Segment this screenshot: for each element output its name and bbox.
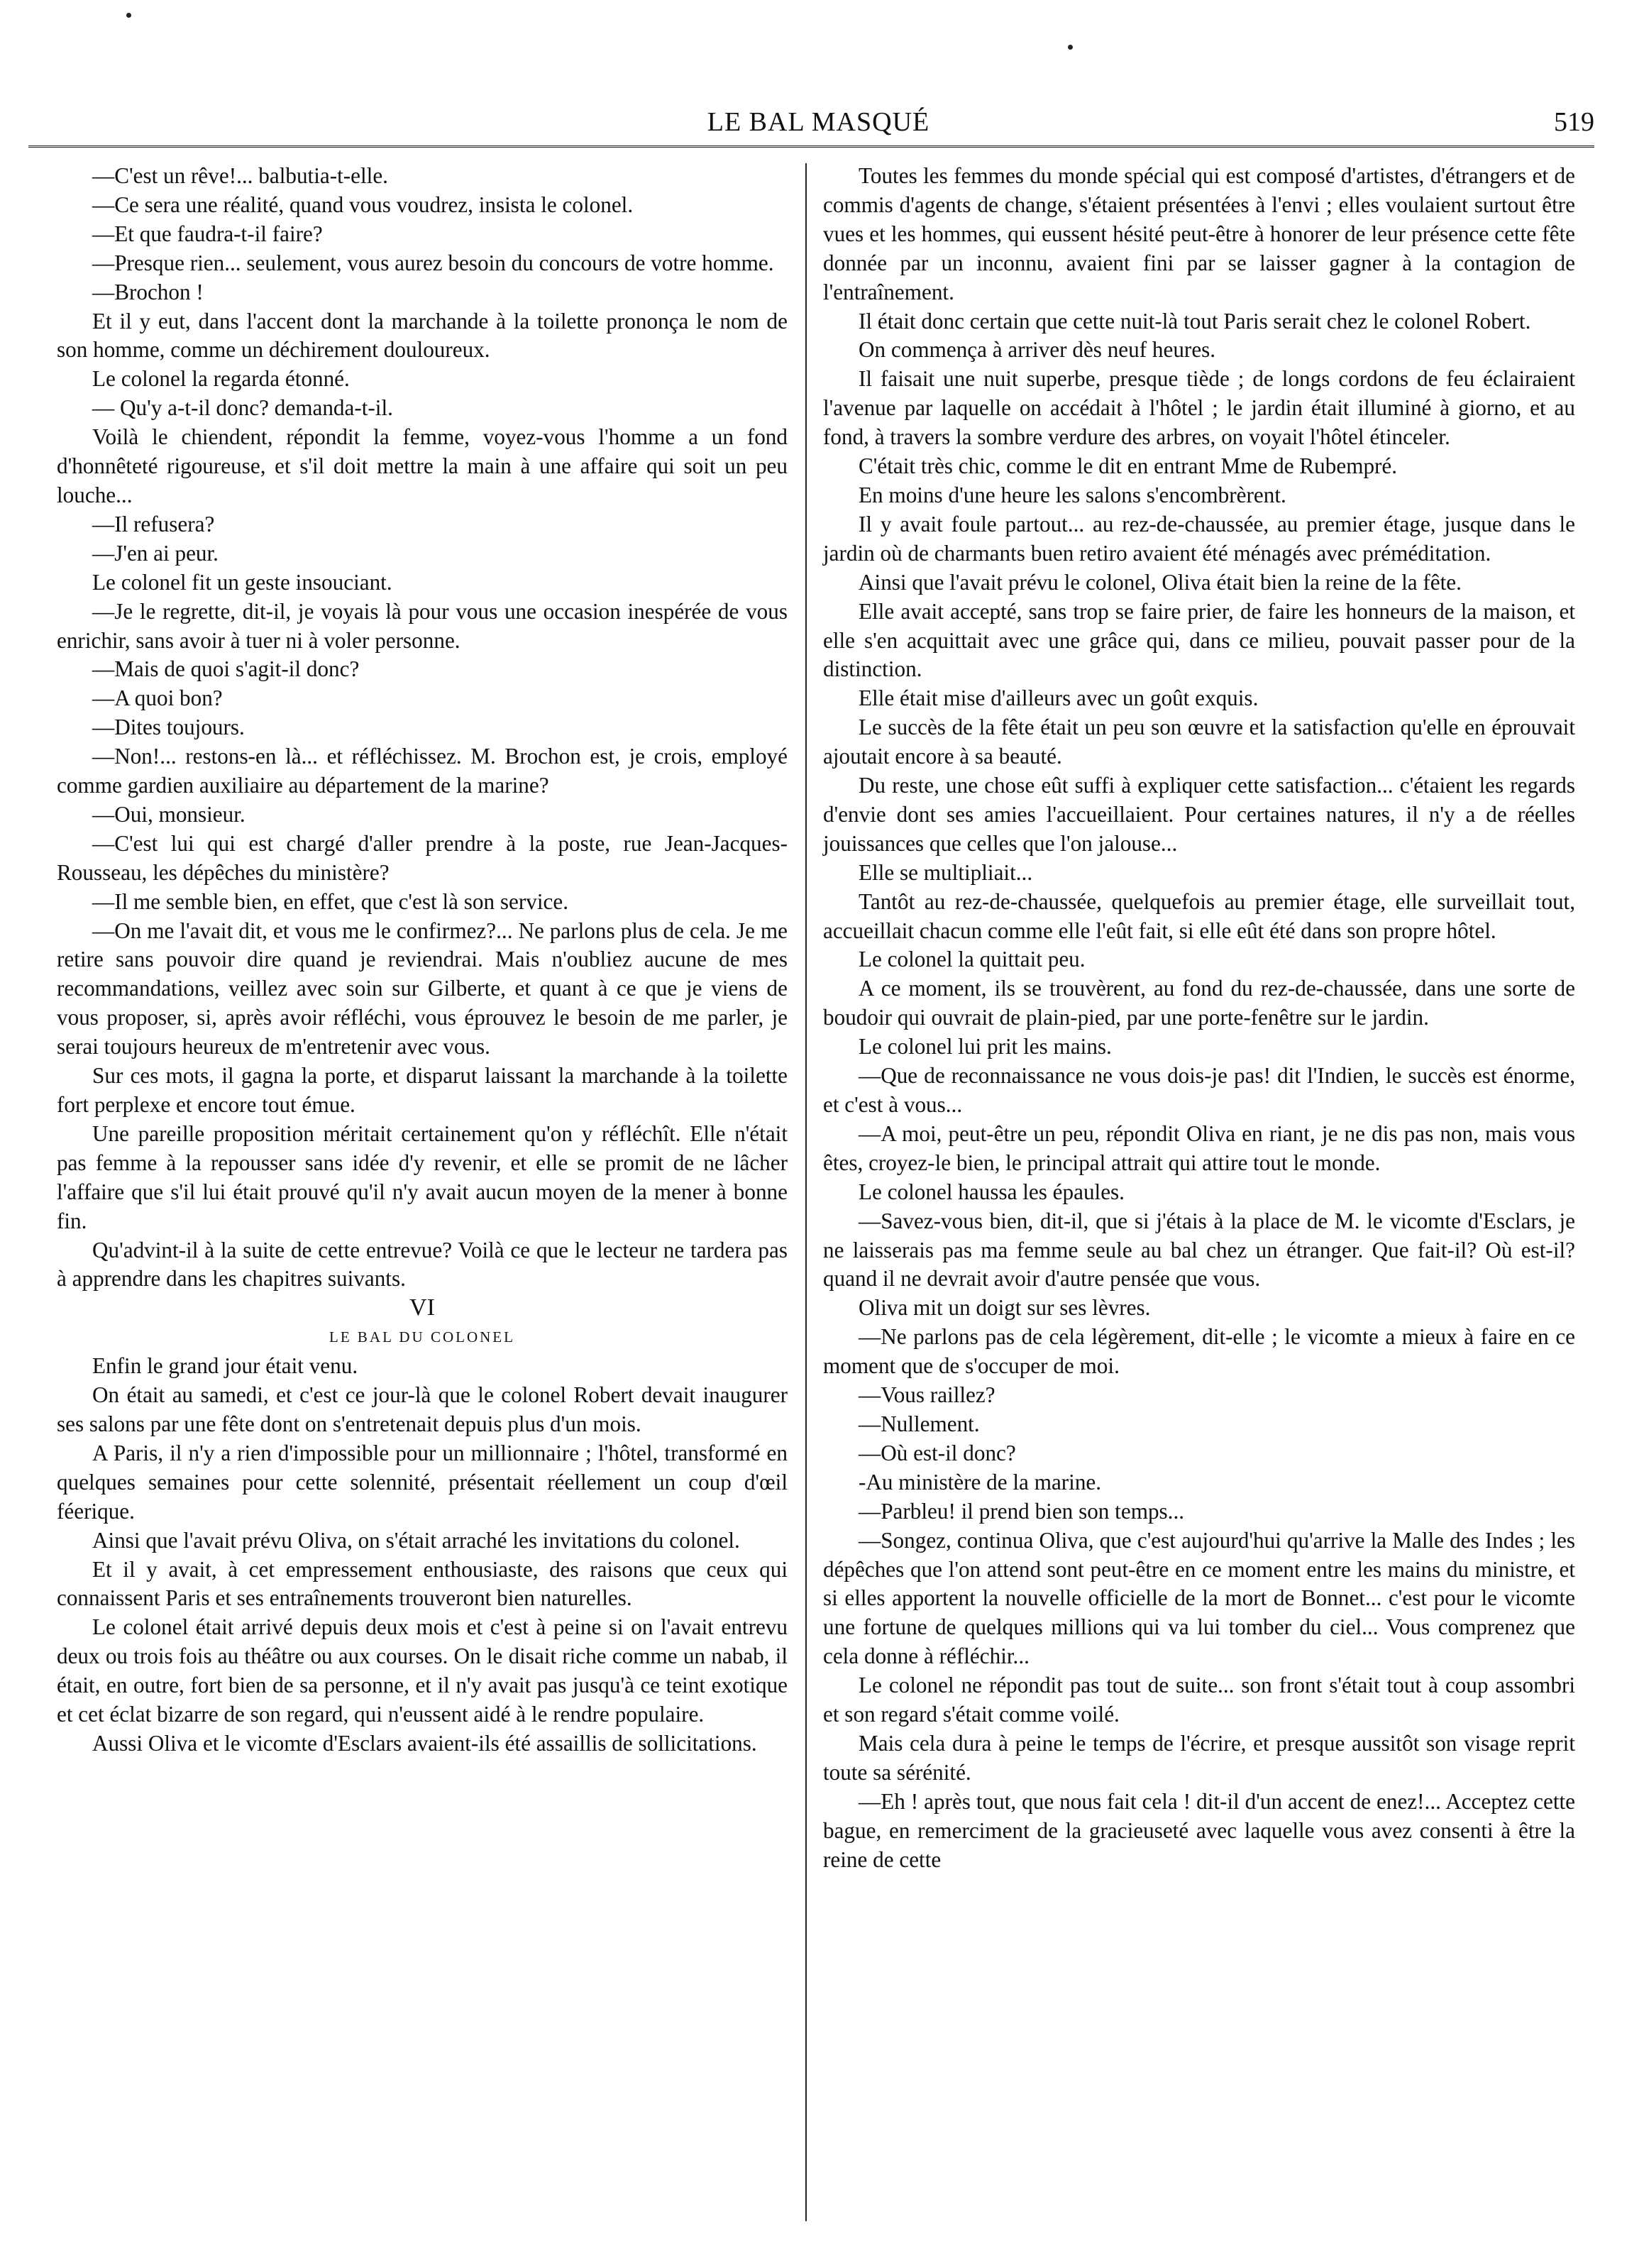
paragraph: —Oui, monsieur.: [92, 801, 246, 827]
paragraph: —Parbleu! il prend bien son temps...: [859, 1498, 1185, 1524]
right-column: [823, 162, 1575, 1874]
paragraph: On était au samedi, et c'est ce jour-là que le colonel Robert devait inaugurer ses salons par une fête dont on s'entretenait depuis plus d'un mois.: [57, 1382, 788, 1436]
paragraph: —Mais de quoi s'agit-il donc?: [92, 656, 360, 682]
paragraph: Le colonel lui prit les mains.: [859, 1034, 1112, 1059]
paragraph: —Songez, continua Oliva, que c'est aujourd'hui qu'arrive la Malle des Indes ; les dépêches que l'on attend sont peut-être en ce moment entre les mains du ministre, et si elles apportent la nouvelle officielle de la mort de Bonnet... c'est pour le vicomte une fortune de quelques millions qui va lui tomber du ciel... Vous comprenez que cela donne à réfléchir...: [823, 1527, 1575, 1669]
paragraph: Elle était mise d'ailleurs avec un goût exquis.: [859, 686, 1259, 711]
ink-speck: [126, 13, 131, 18]
paragraph: —Nullement.: [859, 1411, 980, 1436]
paragraph: Et il y avait, à cet empressement enthousiaste, des raisons que ceux qui connaissent Paris et ses entraînements trouveront bien naturelles.: [57, 1556, 788, 1611]
chapter-number: VI: [409, 1294, 435, 1321]
paragraph: Voilà le chiendent, répondit la femme, voyez-vous l'homme a un fond d'honnêteté rigoureuse, et s'il doit mettre la main à une affaire qui soit un peu louche...: [57, 424, 788, 507]
paragraph: Elle se multipliait...: [859, 859, 1033, 885]
paragraph: —Savez-vous bien, dit-il, que si j'étais à la place de M. le vicomte d'Esclars, je ne laisserais pas ma femme seule au bal chez un étranger. Que fait-il? Où est-il? quand il ne devrait avoir d'autre pensée que vous.: [823, 1208, 1575, 1292]
page-header: [43, 106, 1594, 142]
paragraph: A ce moment, ils se trouvèrent, au fond du rez-de-chaussée, dans une sorte de boudoir qui ouvrait de plain-pied, par une porte-fenêtre sur le jardin.: [823, 976, 1575, 1030]
paragraph: Le colonel la regarda étonné.: [92, 366, 350, 392]
paragraph: —On me l'avait dit, et vous me le confirmez?... Ne parlons plus de cela. Je me retire sans pouvoir dire quand je reviendrai. Mais n'oubliez aucune de mes recommandations, veillez avec soin sur Gilberte, et quant à ce que je viens de vous proposer, si, après avoir réfléchi, vous éprouvez le besoin de me parler, je serai toujours heureux de m'entretenir avec vous.: [57, 918, 788, 1059]
paragraph: —C'est lui qui est chargé d'aller prendre à la poste, rue Jean-Jacques-Rousseau, les dépêches du ministère?: [57, 830, 788, 885]
paragraph: Il faisait une nuit superbe, presque tiède ; de longs cordons de feu éclairaient l'avenue par laquelle on accédait à l'hôtel ; le jardin était illuminé à giorno, et au fond, à travers la sombre verdure des arbres, on voyait l'hôtel étinceler.: [823, 366, 1575, 450]
paragraph: Aussi Oliva et le vicomte d'Esclars avaient-ils été assaillis de sollicitations.: [92, 1730, 757, 1756]
ink-speck: [1068, 45, 1073, 50]
paragraph: En moins d'une heure les salons s'encombrèrent.: [859, 482, 1286, 507]
paragraph: —Vous raillez?: [859, 1382, 995, 1408]
paragraph: C'était très chic, comme le dit en entrant Mme de Rubempré.: [859, 453, 1398, 479]
paragraph: —Je le regrette, dit-il, je voyais là pour vous une occasion inespérée de vous enrichir, sans avoir à tuer ni à voler personne.: [57, 598, 788, 653]
paragraph: Ainsi que l'avait prévu Oliva, on s'était arraché les invitations du colonel.: [92, 1527, 740, 1553]
paragraph: —Il refusera?: [92, 511, 215, 536]
left-column-chapter-text: [57, 1352, 788, 1758]
paragraph: Ainsi que l'avait prévu le colonel, Oliva était bien la reine de la fête.: [859, 569, 1462, 595]
paragraph: —Brochon !: [92, 279, 204, 304]
paragraph: —Presque rien... seulement, vous aurez besoin du concours de votre homme.: [92, 250, 774, 275]
paragraph: —Il me semble bien, en effet, que c'est là son service.: [92, 888, 569, 914]
paragraph: —Non!... restons-en là... et réfléchissez. M. Brochon est, je crois, employé comme gardien auxiliaire au département de la marine?: [57, 744, 788, 798]
paragraph: Toutes les femmes du monde spécial qui est composé d'artistes, d'étrangers et de commis d'agents de change, s'étaient présentées à l'envi ; elles voulaient surtout être vues et les hommes, qui eussent hésité peut-être à honorer de leur présence cette fête donnée par un inconnu, avaient fini par se laisser gagner à la contagion de l'entraînement.: [823, 163, 1575, 304]
paragraph: —A quoi bon?: [92, 686, 223, 711]
paragraph: Le colonel était arrivé depuis deux mois et c'est à peine si on l'avait entrevu deux ou trois fois au théâtre ou aux courses. On le disait riche comme un nabab, il était, en outre, fort bien de sa personne, et il n'y avait pas jusqu'à ce teint exotique et cet éclat bizarre de son regard, qui n'eussent aidé à le rendre populaire.: [57, 1614, 788, 1727]
paragraph: Sur ces mots, il gagna la porte, et disparut laissant la marchande à la toilette fort perplexe et encore tout émue.: [57, 1063, 788, 1117]
paragraph: Et il y eut, dans l'accent dont la marchande à la toilette prononça le nom de son homme, comme un déchirement douloureux.: [57, 308, 788, 363]
paragraph: —Ce sera une réalité, quand vous voudrez, insista le colonel.: [92, 192, 634, 217]
paragraph: Enfin le grand jour était venu.: [92, 1353, 358, 1379]
paragraph: Une pareille proposition méritait certainement qu'on y réfléchît. Elle n'était pas femme à la repousser sans idée d'y revenir, et elle se promit de ne lâcher l'affaire que s'il lui était prouvé qu'il n'y avait aucun moyen de la mener à bonne fin.: [57, 1121, 788, 1233]
header-rule: [28, 145, 1594, 148]
column-rule: [805, 163, 807, 2221]
paragraph: Le colonel fit un geste insouciant.: [92, 569, 392, 595]
page-number: 519: [1554, 107, 1594, 137]
paragraph: Oliva mit un doigt sur ses lèvres.: [859, 1295, 1151, 1321]
paragraph: Le colonel ne répondit pas tout de suite... son front s'était tout à coup assombri et son regard s'était comme voilé.: [823, 1673, 1575, 1727]
left-column-text: [57, 162, 788, 1294]
paragraph: Il était donc certain que cette nuit-là tout Paris serait chez le colonel Robert.: [859, 308, 1531, 334]
paragraph: —Que de reconnaissance ne vous dois-je pas! dit l'Indien, le succès est énorme, et c'est à vous...: [823, 1063, 1575, 1117]
paragraph: -Au ministère de la marine.: [859, 1469, 1102, 1494]
left-column: [57, 162, 788, 1758]
paragraph: —J'en ai peur.: [92, 540, 219, 566]
paragraph: On commença à arriver dès neuf heures.: [859, 337, 1216, 363]
paragraph: —Et que faudra-t-il faire?: [92, 221, 323, 246]
paragraph: —C'est un rêve!... balbutia-t-elle.: [92, 163, 388, 188]
paragraph: —A moi, peut-être un peu, répondit Oliva en riant, je ne dis pas non, mais vous êtes, croyez-le bien, le principal attrait qui attire tout le monde.: [823, 1121, 1575, 1175]
paragraph: Tantôt au rez-de-chaussée, quelquefois au premier étage, elle surveillait tout, accueillait chacun comme elle l'eût fait, si elle eût été dans son propre hôtel.: [823, 888, 1575, 943]
paragraph: —Où est-il donc?: [859, 1440, 1016, 1465]
paragraph: Le colonel haussa les épaules.: [859, 1179, 1125, 1204]
running-title: LE BAL MASQUÉ: [707, 107, 930, 137]
paragraph: Le succès de la fête était un peu son œuvre et la satisfaction qu'elle en éprouvait ajoutait encore à sa beauté.: [823, 715, 1575, 769]
paragraph: Il y avait foule partout... au rez-de-chaussée, au premier étage, jusque dans le jardin où de charmants buen retiro avaient été ménagés avec préméditation.: [823, 511, 1575, 566]
paragraph: Le colonel la quittait peu.: [859, 947, 1086, 972]
paragraph: Qu'advint-il à la suite de cette entrevue? Voilà ce que le lecteur ne tardera pas à apprendre dans les chapitres suivants.: [57, 1237, 788, 1292]
paragraph: Mais cela dura à peine le temps de l'écrire, et presque aussitôt son visage reprit toute sa sérénité.: [823, 1730, 1575, 1785]
paragraph: Elle avait accepté, sans trop se faire prier, de faire les honneurs de la maison, et elle s'en acquittait avec une grâce qui, dans ce milieu, pouvait passer pour de la distinction.: [823, 598, 1575, 682]
paragraph: —Eh ! après tout, que nous fait cela ! dit-il d'un accent de enez!... Acceptez cette bague, en remerciment de la gracieuseté avec laquelle vous avez consenti à être la reine de cette: [823, 1788, 1575, 1872]
chapter-title: LE BAL DU COLONEL: [329, 1328, 515, 1346]
paragraph: —Dites toujours.: [92, 715, 245, 740]
paragraph: A Paris, il n'y a rien d'impossible pour un millionnaire ; l'hôtel, transformé en quelques semaines pour cette solennité, présentait réellement un coup d'œil féerique.: [57, 1440, 788, 1524]
paragraph: — Qu'y a-t-il donc? demanda-t-il.: [92, 395, 393, 421]
right-column-text: [823, 162, 1575, 1874]
paragraph: Du reste, une chose eût suffi à expliquer cette satisfaction... c'étaient les regards d'envie dont ses amies l'accueillaient. Pour certaines natures, il n'y a de réelles jouissances que celles que l'on jalouse...: [823, 773, 1575, 856]
paragraph: —Ne parlons pas de cela légèrement, dit-elle ; le vicomte a mieux à faire en ce moment que de s'occuper de moi.: [823, 1324, 1575, 1379]
